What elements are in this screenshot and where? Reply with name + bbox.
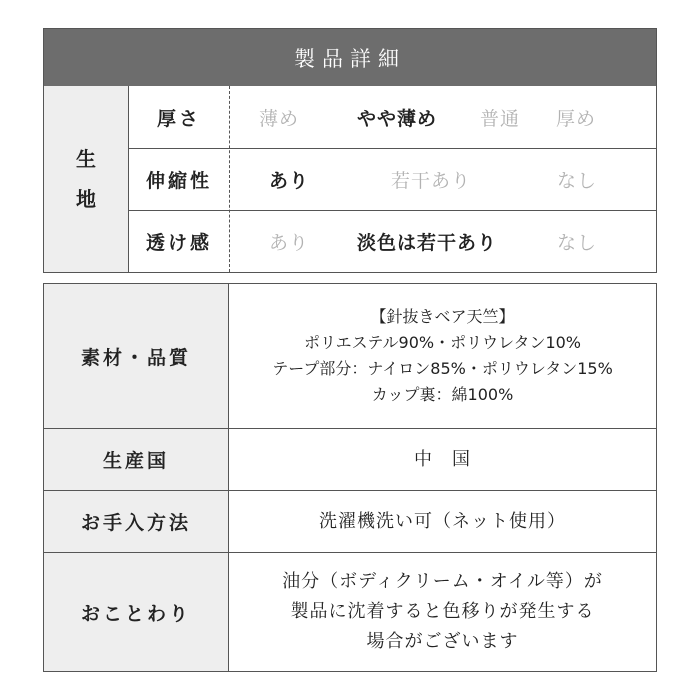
country-value: 中 国 (414, 448, 471, 470)
thickness-options (229, 86, 656, 148)
thickness-option-thin: 薄め (258, 107, 299, 130)
dashed-divider (229, 86, 230, 272)
sheerness-label: 透け感 (145, 232, 212, 254)
notice-label: おことわり (44, 553, 229, 671)
material-line: 【針抜きベア天竺】 (370, 307, 515, 326)
material-value (229, 284, 656, 428)
fabric-details-table (43, 28, 657, 273)
notice-line: 油分（ボディクリーム・オイル等）が (282, 571, 603, 592)
thickness-option-normal: 普通 (479, 107, 520, 130)
material-line: カップ裏：綿100% (371, 385, 514, 404)
care-label: お手入方法 (44, 491, 229, 552)
stretch-option-none: なし (556, 170, 597, 192)
stretch-option-yes: あり (268, 170, 309, 192)
stretch-options (229, 149, 656, 210)
stretch-row (129, 148, 656, 210)
sheerness-options (229, 211, 656, 272)
sheerness-row (129, 210, 656, 272)
fabric-side-label-line: 生 (76, 147, 96, 171)
material-line: テープ部分：ナイロン85%・ポリウレタン15% (272, 359, 613, 378)
country-label: 生産国 (44, 429, 229, 490)
stretch-label: 伸縮性 (145, 170, 212, 192)
care-value: 洗濯機洗い可（ネット使用） (319, 510, 566, 532)
thickness-row (129, 86, 656, 148)
thickness-option-thick: 厚め (555, 107, 596, 130)
material-line: ポリエステル90%・ポリウレタン10% (303, 333, 582, 352)
material-label: 素材・品質 (44, 284, 229, 428)
table-header-title: 製品詳細 (44, 29, 656, 86)
fabric-side-label-line: 地 (76, 187, 96, 211)
notice-value (229, 553, 656, 671)
thickness-label: 厚さ (156, 107, 201, 130)
sheerness-option-light-colors-slight: 淡色は若干あり (356, 232, 497, 254)
notice-line: 製品に沈着すると色移りが発生する (290, 601, 595, 622)
sheerness-option-none: なし (556, 232, 597, 254)
notice-row (44, 552, 656, 671)
sheerness-option-yes: あり (268, 232, 309, 254)
thickness-option-slightly-thin: やや薄め (356, 107, 437, 130)
material-row (44, 284, 656, 428)
stretch-option-slight: 若干あり (390, 170, 471, 192)
care-row (44, 490, 656, 552)
product-specs-table (43, 283, 657, 672)
notice-line: 場合がございます (366, 631, 519, 652)
country-row (44, 428, 656, 490)
fabric-side-label (44, 86, 129, 272)
